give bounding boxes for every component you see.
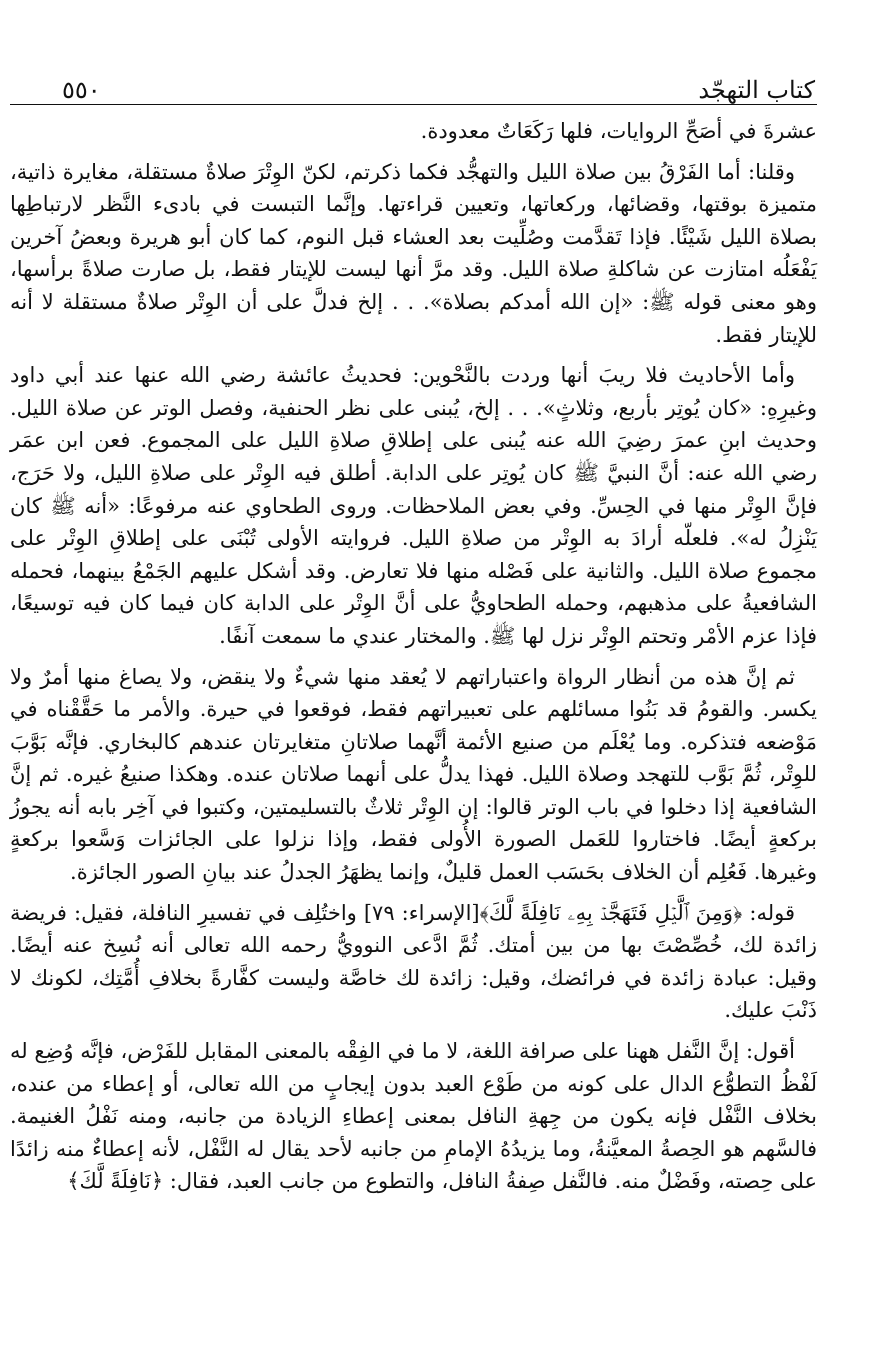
page-number: ٥٥٠ <box>62 76 101 104</box>
paragraph-2: وقلنا: أما الفَرْقُ بين صلاة الليل والتهجُّد فكما ذكرتم، لكنّ الوِتْرَ صلاةٌ مستقلة، مغايرة ذاتية، متميزة بوقتها، وقضائها، وركعاتها، وتعيين قراءتها. وإنَّما التبست في بادىء النَّظر لارتباطِها بصلاة الليل شَيْئًا. فإذا تَقدَّمت وصُلِّيت بعد العشاء قبل النوم، كما كان أبو هريرة وبعضُ آخرين يَفْعَلُه امتازت عن شاكلةِ صلاة الليل. وقد مرَّ أنها ليست للإيتار فقط، بل صارت صلاةً برأسها، وهو معنى قوله ﷺ: «إن الله أمدكم بصلاة». . . إلخ فدلَّ على أن الوِتْر صلاةٌ مستقلة لا أنه للإيتار فقط. <box>10 159 817 347</box>
paragraph-3: وأما الأحاديث فلا ريبَ أنها وردت بالنَّحْوين: فحديثُ عائشة رضي الله عنها عند أبي داود وغيرِهِ: «كان يُوتِر بأربع، وثلاثٍ». . . إلخ، يُبنى على نظر الحنفية، وفصل الوتر عن صلاة الليل. وحديث ابنِ عمرَ رضِيَ الله عنه يُبنى على إطلاقِ صلاةِ الليل على المجموع. فعن ابن عمَر رضي الله عنه: أنَّ النبيَّ ﷺ كان يُوتِر على الدابة. أطلق فيه الوِتْر على صلاةِ الليل، ولا حَرَج، فإنَّ الوِتْر منها في الحِسِّ. وفي بعض الملاحظات. وروى الطحاوي عنه مرفوعًا: «أنه ﷺ كان يَنْزِلُ له». فلعلّه أرادَ به الوِتْر من صلاةِ الليل. فروايته الأولى تُبْنَى على إطلاقِ الوِتْر على مجموع صلاة الليل. والثانية على فَصْله منها فلا تعارض. وقد أشكل عليهم الجَمْعُ بينهما، فحمله الشافعيةُ على مذهبهم، وحمله الطحاويُّ على أنَّ الوِتْر على الدابة كان فيما كان فيه توسيعًا، فإذا عزم الأمْر وتحتم الوِتْر نزل لها ﷺ. والمختار عندي ما سمعت آنفًا. <box>10 363 817 648</box>
paragraph-1: عشرةَ في أصَحِّ الروايات، فلها رَكَعَاتٌ معدودة. <box>420 119 817 143</box>
paragraph-5: قوله: ﴿وَمِنَ ٱلَّيۡلِ فَتَهَجَّدۡ بِهِۦ نَافِلَةً لَّكَ﴾[الإسراء: ٧٩] واختُلِف في تفسيرِ النافلة، فقيل: فريضة زائدة لك، خُصِّصْتَ بها من بين أمتك. ثُمَّ ادَّعى النوويُّ رحمه الله تعالى أنه نُسِخ عنه أيضًا. وقيل: عبادة زائدة في فرائضك، وقيل: زائدة لك خاصَّة وليست كفَّارةً بخلافِ أُمَّتِك، لكونك لا ذَنْبَ عليك. <box>10 900 817 1023</box>
paragraph-6: أقول: إنَّ النَّفل ههنا على صرافة اللغة، لا ما في الفِقْه بالمعنى المقابل للفَرْض، فإنَّه وُضِع له لَفْظُ التطوُّع الدال على كونه من طَوْع العبد بدون إيجابٍ من الله تعالى، أو إعطاء من عنده، بخلاف النَّفْل فإنه يكون من جِهةِ النافل بمعنى إعطاءِ الزيادة من جانبه، ومنه نَفْلُ الغنيمة. فالسَّهم هو الحِصةُ المعيَّنةُ، وما يزيدُهُ الإمامِ من جانبه لأحد يقال له النَّفْل، لأنه إعطاءٌ منه زائدًا على حِصته، وفَضْلٌ منه. فالنَّفل صِفةُ النافل، والتطوع من جانب العبد، فقال: ﴿نَافِلَةً لَّكَ﴾ <box>10 1039 817 1194</box>
running-title: كتاب التهجّد <box>698 76 815 104</box>
page-header <box>10 68 817 105</box>
page-body <box>10 105 817 1198</box>
paragraph-4: ثم إنَّ هذه من أنظار الرواة واعتباراتهم لا يُعقد منها شيءٌ ولا ينقض، ولا يصاغ منها أمرٌ ولا يكسر. والقومُ قد بَنُوا مسائلهم على تعبيراتهم فقط، فوقعوا في حيرة. والأمر ما حَقَّقْناه في مَوْضعه فتذكره. وما يُعْلَم من صنيع الأئمة أنَّهما صلاتانِ متغايرتان عندهم كالبخاري. فإنَّه بَوَّبَ للوِتْر، ثُمَّ بَوَّب للتهجد وصلاة الليل. فهذا يدلُّ على أنهما صلاتان عنده. وهكذا صنيعُ غيره. ثم إنَّ الشافعية إذا دخلوا في باب الوتر قالوا: إن الوِتْر ثلاثٌ بالتسليمتين، وكتبوا في آخِر بابه أنه يجوزُ بركعةٍ أيضًا. فاختاروا للعَمل الصورة الأُولى فقط، وإذا نزلوا على الجائزات وَسَّعوا بركعةٍ وغيرها. فَعُلِم أن الخلاف بحَسَب العمل قليلٌ، وإنما يظهَرُ الجدلُ عند بيانِ الصور الجائزة. <box>10 664 817 885</box>
